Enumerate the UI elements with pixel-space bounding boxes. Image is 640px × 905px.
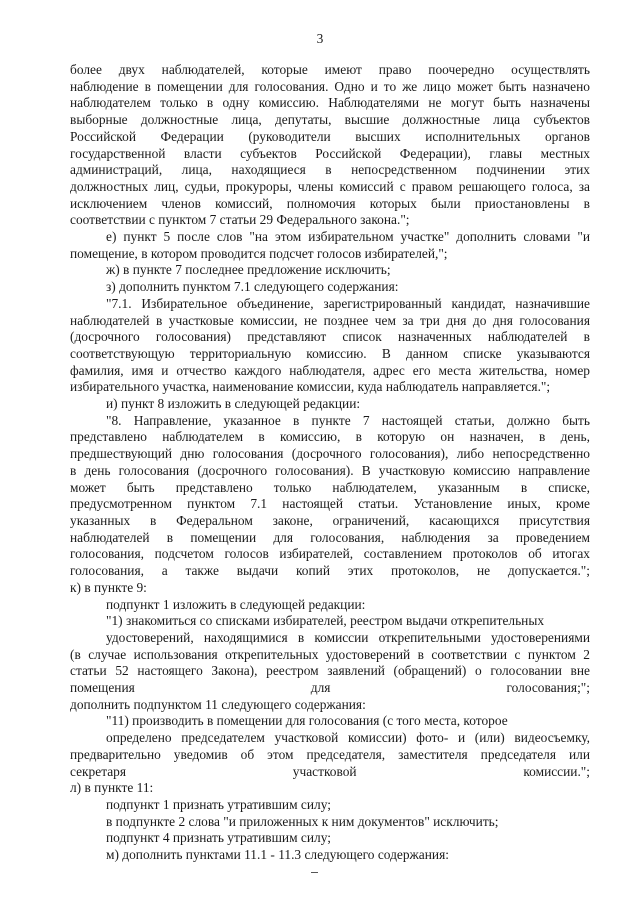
text-line: Российской Федерации (руководители высших исполнительных органов xyxy=(70,128,590,144)
text-line: наблюдателей в помещении для голосования, наблюдения за проведением xyxy=(70,529,590,545)
text-line: з) дополнить пунктом 7.1 следующего содержания: xyxy=(106,279,399,295)
text-line: определено председателем участковой комиссии) фото- и (или) видеосъемку, xyxy=(106,730,590,746)
text-line: (досрочного голосования) представляют список назначенных наблюдателей в xyxy=(70,329,590,345)
text-line: должностных лиц, судьи, прокуроры, члены комиссий с правом решающего голоса, за xyxy=(70,178,590,194)
text-line: наблюдателей в участковые комиссии, не позднее чем за три дня до дня голосования xyxy=(70,312,590,328)
text-line: "1) знакомиться со списками избирателей, реестром выдачи открепительных xyxy=(106,613,545,629)
text-line: предшествующий дню голосования (досрочного голосования), либо непосредственно xyxy=(70,446,590,462)
text-line: "8. Направление, указанное в пункте 7 настоящей статьи, должно быть xyxy=(106,412,590,428)
text-line: подпункт 1 изложить в следующей редакции: xyxy=(106,596,366,612)
text-line: предварительно уведомив об этом председателя, заместителя председателя или xyxy=(70,746,590,762)
scan-mark xyxy=(311,872,318,873)
text-line: наблюдение в помещении для голосования. Одно и то же лицо может быть назначено xyxy=(70,78,590,94)
text-line: исключением членов комиссий, полномочия которых были приостановлены в xyxy=(70,195,590,211)
text-line: помещения для голосования;"; xyxy=(70,680,590,696)
text-line: избирательного участка, наименование комиссии, куда наблюдатель направляется."; xyxy=(70,379,551,395)
text-line: может быть представлено только наблюдателем, указанным в списке, xyxy=(70,479,590,495)
text-line: к) в пункте 9: xyxy=(70,579,147,595)
text-line: дополнить подпунктом 11 следующего содержания: xyxy=(70,696,366,712)
text-line: предусмотренном пунктом 7.1 настоящей статьи. Установление иных, кроме xyxy=(70,496,590,512)
text-line: администраций, лица, находящиеся в непосредственном подчинении этих xyxy=(70,162,590,178)
page-body xyxy=(70,62,590,864)
text-line: в подпункте 2 слова "и приложенных к ним документов" исключить; xyxy=(106,813,499,829)
page-number: 3 xyxy=(316,31,324,46)
text-line: голосования, а также выдачи копий этих протоколов, не допускается."; xyxy=(70,563,590,579)
text-line: представлено наблюдателем в комиссию, в которую он назначен, в день, xyxy=(70,429,590,445)
text-line: (в случае использования открепительных удостоверений в соответствии с пунктом 2 xyxy=(70,646,590,662)
text-line: соответствующую территориальную комиссию. В данном списке указываются xyxy=(70,345,590,361)
text-line: помещение, в котором проводится подсчет голосов избирателей,"; xyxy=(70,245,448,261)
text-line: "7.1. Избирательное объединение, зарегистрированный кандидат, назначившие xyxy=(106,295,590,311)
text-line: и) пункт 8 изложить в следующей редакции: xyxy=(106,396,361,412)
text-line: выборные должностные лица, депутаты, высшие должностные лица субъектов xyxy=(70,112,590,128)
text-line: голосования, подсчетом голосов избирателей, составлением протоколов об итогах xyxy=(70,546,590,562)
text-line: подпункт 4 признать утратившим силу; xyxy=(106,830,331,846)
text-line: удостоверений, находящимися в комиссии открепительными удостоверениями xyxy=(106,629,590,645)
text-line: статьи 52 настоящего Закона), реестром заявлений (обращений) о голосовании вне xyxy=(70,663,590,679)
text-line: л) в пункте 11: xyxy=(70,780,154,796)
text-line: более двух наблюдателей, которые имеют право поочередно осуществлять xyxy=(70,62,590,77)
text-line: в день голосования (досрочного голосования). В участковую комиссию направление xyxy=(70,462,590,478)
text-line: государственной власти субъектов Российской Федерации), главы местных xyxy=(70,145,590,161)
text-line: м) дополнить пунктами 11.1 - 11.3 следующего содержания: xyxy=(106,847,449,863)
text-line: секретаря участковой комиссии."; xyxy=(70,763,590,779)
text-line: фамилия, имя и отчество каждого наблюдателя, адрес его места жительства, номер xyxy=(70,362,590,378)
text-line: "11) производить в помещении для голосования (с того места, которое xyxy=(106,713,508,729)
text-line: подпункт 1 признать утратившим силу; xyxy=(106,796,331,812)
text-line: ж) в пункте 7 последнее предложение исключить; xyxy=(106,262,391,278)
text-line: указанных в Федеральном законе, ограничений, касающихся присутствия xyxy=(70,512,590,528)
text-line: е) пункт 5 после слов "на этом избирательном участке" дополнить словами "и xyxy=(106,229,590,245)
text-line: соответствии с пунктом 7 статьи 29 Федерального закона."; xyxy=(70,212,410,228)
text-line: наблюдателем только в одну комиссию. Наблюдателями не могут быть назначены xyxy=(70,95,590,111)
